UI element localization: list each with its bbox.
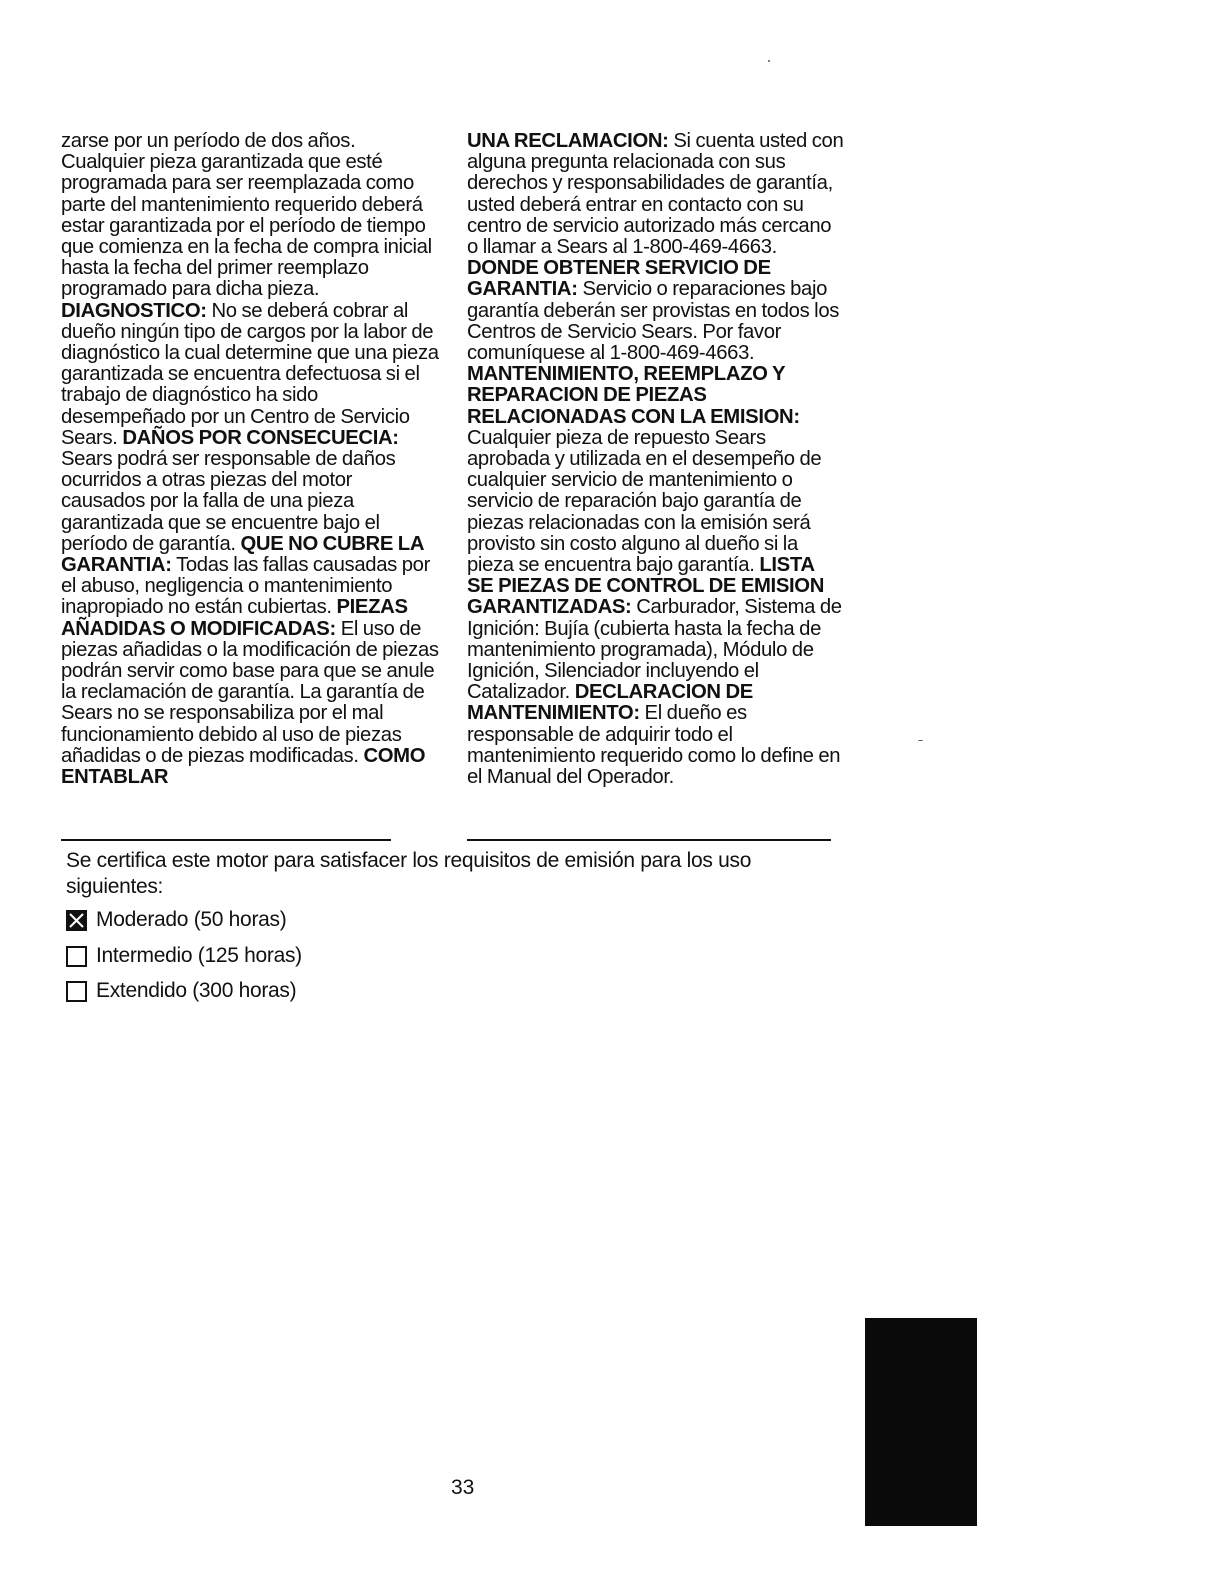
certification-text: Se certifica este motor para satisfacer los requisitos de emisión para los uso siguientes:	[66, 849, 752, 898]
right-column	[467, 131, 845, 788]
divider-left	[61, 839, 391, 841]
para-diagnostico: No se deberá cobrar al dueño ningún tipo de cargos por la labor de diagnóstico la cual determine que una pieza garantizada se encuentra defectuosa si el trabajo de diagnóstico ha sido desempeñado por un Centro de Servicio Sears.	[61, 299, 439, 449]
heading-donde-obtener: DONDE OBTENER SERVICIO DE GARANTIA:	[467, 257, 771, 301]
heading-danos: DAÑOS POR CONSECUECIA:	[122, 426, 399, 449]
para-declaracion: El dueño es responsable de adquirir todo el mantenimiento requerido como lo define en el Manual del Operador.	[467, 702, 841, 789]
para-que-no-cubre: Todas las fallas causadas por el abuso, negligencia o mantenimiento inapropiado no están cubiertas.	[61, 554, 430, 619]
heading-mantenimiento: MANTENIMIENTO, REEMPLAZO Y REPARACION DE PIEZAS RELACIONADAS CON LA EMISION:	[467, 363, 800, 428]
heading-declaracion: DECLARACION DE MANTENIMIENTO:	[467, 681, 753, 725]
para-danos: Sears podrá ser responsable de daños ocurridos a otras piezas del motor causados por la falla de una pieza garantizada que se encuentre bajo el período de garantía.	[61, 448, 396, 555]
option-intermedio	[66, 943, 302, 969]
para-piezas-anadidas: El uso de piezas añadidas o la modificación de piezas podrán servir como base para que se anule la reclamación de garantía. La garantía de Sears no se responsabiliza por el mal funcionamiento debido al uso de piezas añadidas o de piezas modificadas.	[61, 617, 439, 767]
heading-lista-piezas: LISTA SE PIEZAS DE CONTROL DE EMISION GARANTIZADAS:	[467, 554, 825, 619]
option-label: Extendido (300 horas)	[96, 979, 297, 1002]
option-label: Intermedio (125 horas)	[96, 944, 302, 967]
left-column	[61, 131, 439, 788]
checkbox-checked-icon	[66, 910, 87, 931]
para-donde-obtener: Servicio o reparaciones bajo garantía deberán ser provistas en todos los Centros de Servicio Sears. Por favor comuníquese al 1-800-469-4663.	[467, 278, 840, 365]
heading-que-no-cubre: QUE NO CUBRE LA GARANTIA:	[61, 532, 424, 577]
heading-como-entablar: COMO ENTABLAR	[61, 744, 426, 789]
heading-reclamacion: UNA RECLAMACION:	[467, 130, 669, 152]
checkbox-empty-icon	[66, 981, 87, 1002]
checkbox-empty-icon	[66, 946, 87, 967]
para-lista-piezas: Carburador, Sistema de Ignición: Bujía (cubierta hasta la fecha de mantenimiento programada), Módulo de Ignición, Silenciador incluyendo el Catalizador.	[467, 596, 842, 704]
divider-right	[467, 839, 831, 841]
para-mantenimiento: Cualquier pieza de repuesto Sears aprobada y utilizada en el desempeño de cualquier servicio de mantenimiento o servicio de reparación bajo garantía de piezas relacionadas con la emisión será provisto sin costo alguno al dueño si la pieza se encuentra bajo garantía.	[467, 426, 822, 577]
thumb-index-tab	[865, 1318, 977, 1526]
left-column-text	[61, 131, 439, 788]
heading-diagnostico: DIAGNOSTICO:	[61, 299, 207, 322]
option-label: Moderado (50 horas)	[96, 908, 287, 931]
scan-speck	[768, 60, 770, 62]
para-warranty-period: zarse por un período de dos años. Cualquier pieza garantizada que esté programada para ser reemplazada como parte del mantenimiento requerido deberá estar garantizada por el período de tiempo que comienza en la fecha de compra inicial hasta la fecha del primer reemplazo programado para dicha pieza.	[61, 130, 432, 301]
page-number: 33	[451, 1476, 475, 1499]
scan-speck	[918, 740, 923, 741]
option-moderado	[66, 907, 286, 933]
para-reclamacion: Si cuenta usted con alguna pregunta relacionada con sus derechos y responsabilidades de garantía, usted deberá entrar en contacto con su centro de servicio autorizado más cercano o llamar a Sears al 1-800-469-4663.	[467, 130, 844, 259]
option-extendido	[66, 978, 296, 1004]
right-column-text	[467, 131, 845, 788]
heading-piezas-anadidas: PIEZAS AÑADIDAS O MODIFICADAS:	[61, 596, 408, 640]
